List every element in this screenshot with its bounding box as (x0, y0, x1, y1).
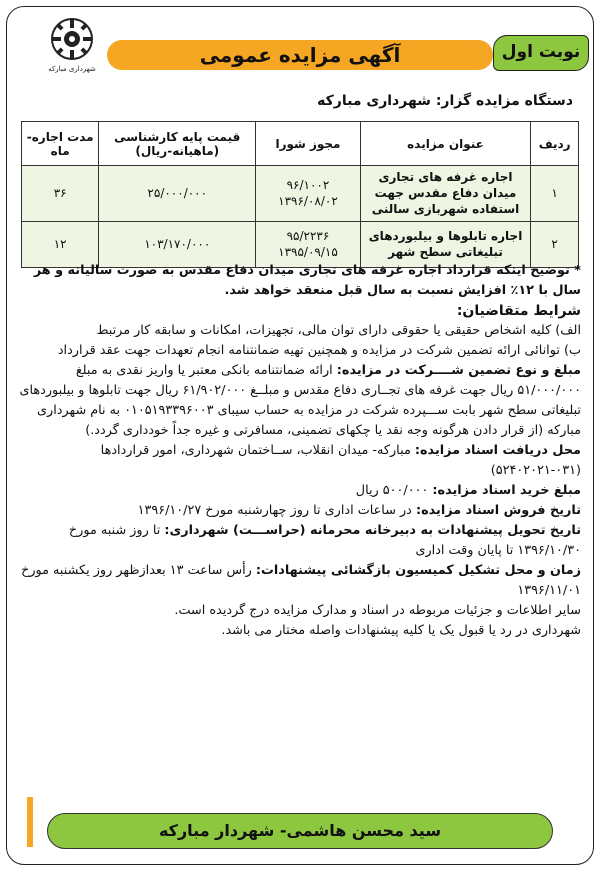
header-index: ردیف (531, 122, 579, 166)
guarantee-text: ارائه ضمانتنامه بانکی معتبر یا واریز نقدی به مبلغ ۵۱/۰۰۰/۰۰۰ ریال جهت غرفه های تجــاری دفاع مقدس و مبلــغ ۶۱/۹۰۲/۰۰۰ ریال جهت تابلوها و بیلبوردهای تبلیغاتی سطح شهر بابت ســـپرده شرکت در مزایده به حساب سیبای ۰۱۰۵۱۹۳۳۹۶۰۰۳ به نام شهرداری مبارکه (از قرار دادن هرگونه وجه نقد یا چکهای تضمینی، مسافرتی و غیره جداً خودداری گردد.) (19, 363, 581, 438)
permit-number: ۹۵/۲۲۳۶ (286, 228, 330, 243)
condition-b: ب) توانائی ارائه تضمین شرکت در مزایده و همچنین تهیه ضمانتنامه انجام تعهدات جهت عقد قرارداد (57, 343, 581, 358)
row-duration: ۳۶ (22, 166, 99, 222)
location-text: مبارکه- میدان انقلاب، ســاختمان شهرداری، امور قراردادها (۰۳۱-۵۲۴۰۲۰۲۱) (100, 443, 581, 478)
accent-bar (27, 797, 33, 847)
advertisement-frame (6, 6, 594, 865)
location-paragraph (19, 441, 581, 481)
extra-info-2: شهرداری در رد یا قبول یک یا کلیه پیشنهادات واصله مختار می باشد. (221, 623, 581, 638)
signature-footer: سید محسن هاشمی- شهردار مبارکه (47, 813, 553, 849)
doc-price-paragraph (19, 481, 581, 501)
page-title: آگهی مزایده عمومی (199, 43, 401, 67)
sale-date-title: تاریخ فروش اسناد مزایده: (415, 503, 581, 518)
row-permit (256, 166, 361, 222)
row-index: ۲ (531, 221, 579, 267)
organizer-line: دستگاه مزایده گزار: شهرداری مبارکه (317, 93, 573, 109)
row-subject: اجاره تابلوها و بیلبوردهای تبلیغاتی سطح شهر (360, 221, 531, 267)
sale-date-paragraph (19, 501, 581, 521)
doc-price-title: مبلغ خرید اسناد مزایده: (432, 483, 581, 498)
delivery-text: تا روز شنبه مورخ ۱۳۹۶/۱۰/۳۰ تا پایان وقت اداری (68, 523, 581, 558)
header-subject: عنوان مزایده (360, 122, 531, 166)
first-round-badge: نوبت اول (493, 35, 589, 71)
municipality-logo-icon (41, 13, 103, 75)
header-duration: مدت اجاره- ماه (22, 122, 99, 166)
row-subject: اجاره غرفه های تجاری میدان دفاع مقدس جهت استفاده شهربازی سالنی (360, 166, 531, 222)
opening-paragraph (19, 561, 581, 601)
permit-date: ۱۳۹۵/۰۹/۱۵ (278, 245, 338, 260)
auction-table (21, 121, 579, 268)
header (7, 7, 593, 79)
header-price: قیمت پایه کارشناسی (ماهیانه-ریال) (99, 122, 256, 166)
permit-date: ۱۳۹۶/۰۸/۰۲ (278, 194, 338, 209)
contract-note: * توضیح اینکه قرارداد اجاره غرفه های تجاری میدان دفاع مقدس به صورت سالیانه و هر سال با ۱۲٪ افزایش نسبت به سال قبل منعقد خواهد شد. (33, 263, 581, 298)
announcement-body (19, 261, 581, 641)
table-header-row (22, 122, 579, 166)
opening-title: زمان و محل تشکیل کمیسیون بازگشائی پیشنهادات: (255, 563, 581, 578)
sale-date-text: در ساعات اداری تا روز چهارشنبه مورخ ۱۳۹۶/۱۰/۲۷ (137, 503, 412, 518)
logo-caption: شهرداری مبارکه (48, 65, 96, 73)
guarantee-paragraph (19, 361, 581, 441)
header-permit: مجوز شورا (256, 122, 361, 166)
row-price: ۲۵/۰۰۰/۰۰۰ (99, 166, 256, 222)
condition-a: الف) کلیه اشخاص حقیقی یا حقوقی دارای توان مالی، تجهیزات، امکانات و سابقه کار مرتبط (96, 323, 581, 338)
doc-price-text: ۵۰۰/۰۰۰ ریال (355, 483, 429, 498)
row-index: ۱ (531, 166, 579, 222)
row-duration: ۱۲ (22, 221, 99, 267)
location-title: محل دریافت اسناد مزایده: (414, 443, 581, 458)
delivery-title: تاریخ تحویل پیشنهادات به دبیرخانه محرمانه (حراســـت) شهرداری: (164, 523, 581, 538)
opening-text: رأس ساعت ۱۳ بعدازظهر روز یکشنبه مورخ ۱۳۹۶/۱۱/۰۱ (21, 563, 581, 598)
conditions-title: شرایط متقاضیان: (456, 303, 581, 319)
permit-number: ۹۶/۱۰۰۲ (286, 178, 330, 193)
delivery-paragraph (19, 521, 581, 561)
extra-info-1: سایر اطلاعات و جزئیات مربوطه در اسناد و مدارک مزایده درج گردیده است. (174, 603, 581, 618)
guarantee-title: مبلغ و نوع تضمین شــــرکت در مزایده: (336, 363, 581, 378)
row-price: ۱۰۳/۱۷۰/۰۰۰ (99, 221, 256, 267)
table-row (22, 166, 579, 222)
